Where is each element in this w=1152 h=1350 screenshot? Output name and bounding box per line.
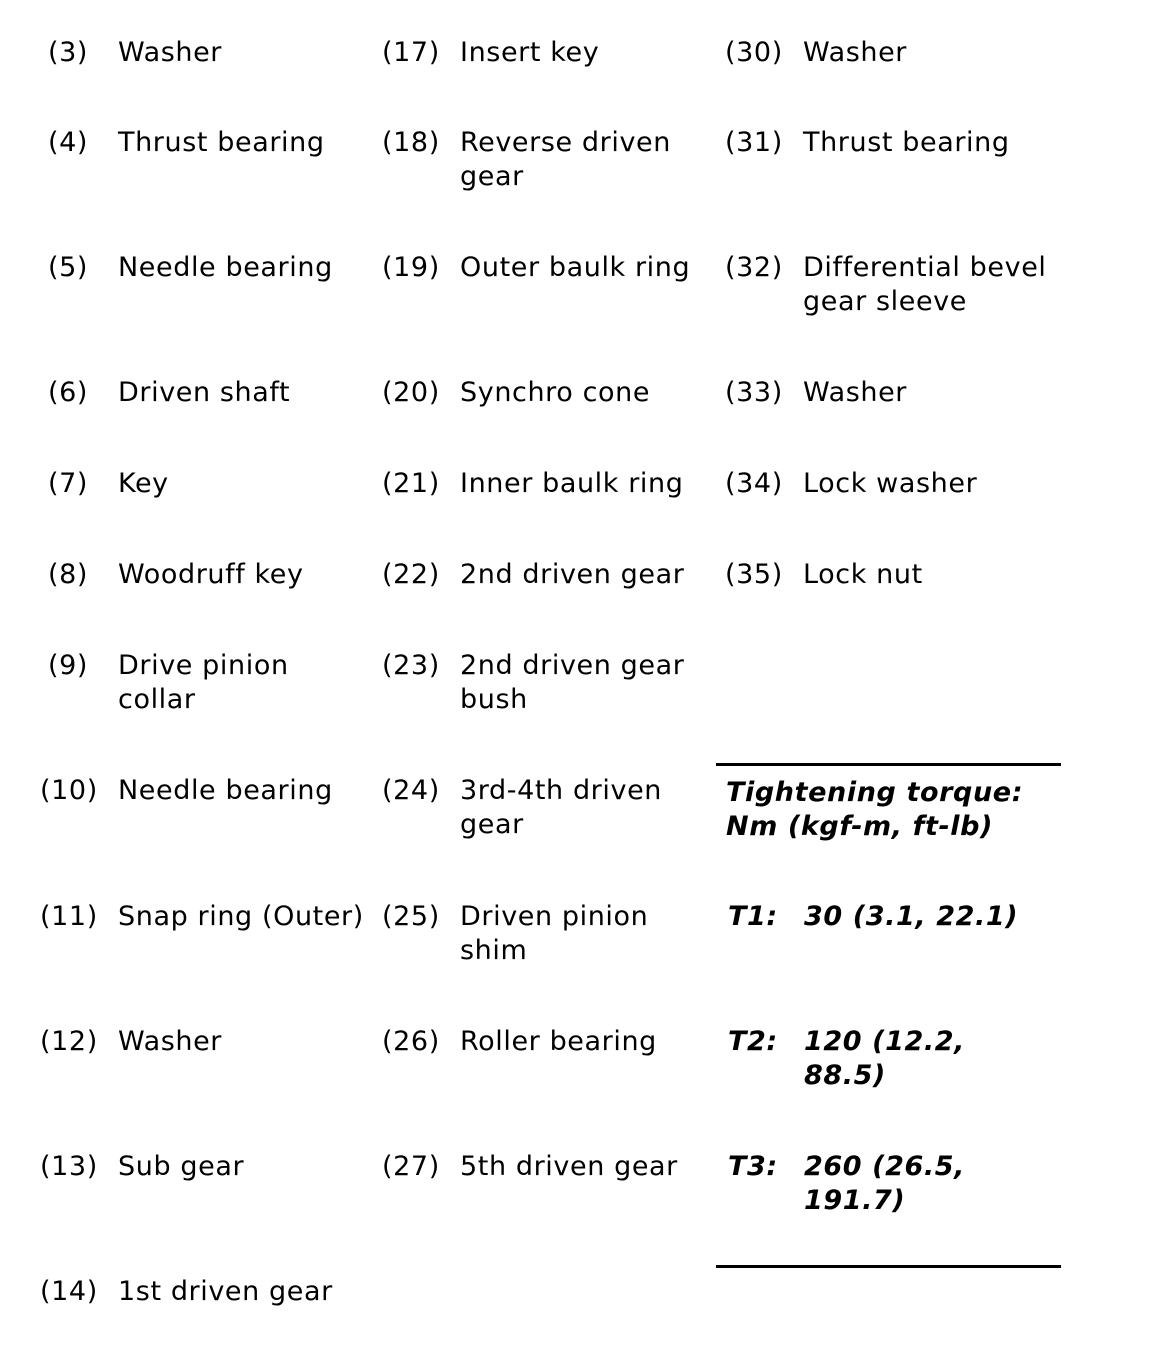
part-number: (5) xyxy=(48,252,89,283)
torque-value: 260 (26.5, 191.7) xyxy=(804,1151,965,1216)
part-number: (26) xyxy=(382,1026,440,1057)
part-name: 3rd-4th driven gear xyxy=(460,775,662,840)
part-number: (19) xyxy=(382,252,440,283)
part-name: Drive pinion collar xyxy=(118,650,289,715)
part-name: Snap ring (Outer) xyxy=(118,901,364,932)
part-name: Key xyxy=(118,468,169,499)
torque-label: T3: xyxy=(728,1151,778,1182)
torque-label: T2: xyxy=(728,1026,778,1057)
part-name: Washer xyxy=(803,377,908,408)
part-number: (3) xyxy=(48,37,89,68)
part-number: (11) xyxy=(40,901,98,932)
part-name: Needle bearing xyxy=(118,252,333,283)
torque-value: 30 (3.1, 22.1) xyxy=(804,901,1019,932)
part-number: (27) xyxy=(382,1151,440,1182)
torque-top-rule xyxy=(716,763,1061,766)
part-name: Washer xyxy=(803,37,908,68)
part-name: Driven shaft xyxy=(118,377,291,408)
part-name: Woodruff key xyxy=(118,559,304,590)
part-name: 2nd driven gear xyxy=(460,559,685,590)
part-name: 2nd driven gear bush xyxy=(460,650,685,715)
part-name: Needle bearing xyxy=(118,775,333,806)
part-number: (35) xyxy=(725,559,783,590)
part-number: (4) xyxy=(48,127,89,158)
torque-heading: Tightening torque: Nm (kgf-m, ft-lb) xyxy=(726,777,1024,842)
part-number: (14) xyxy=(40,1276,98,1307)
part-number: (9) xyxy=(48,650,89,681)
part-number: (21) xyxy=(382,468,440,499)
part-number: (18) xyxy=(382,127,440,158)
part-name: Inner baulk ring xyxy=(460,468,684,499)
part-name: Lock washer xyxy=(803,468,978,499)
part-name: Washer xyxy=(118,37,223,68)
part-number: (13) xyxy=(40,1151,98,1182)
part-name: Washer xyxy=(118,1026,223,1057)
part-number: (24) xyxy=(382,775,440,806)
part-number: (25) xyxy=(382,901,440,932)
part-name: Differential bevel gear sleeve xyxy=(803,252,1047,317)
torque-value: 120 (12.2, 88.5) xyxy=(804,1026,965,1091)
torque-label: T1: xyxy=(728,901,778,932)
part-name: Insert key xyxy=(460,37,600,68)
part-number: (31) xyxy=(725,127,783,158)
part-name: Roller bearing xyxy=(460,1026,657,1057)
part-number: (12) xyxy=(40,1026,98,1057)
part-number: (34) xyxy=(725,468,783,499)
part-number: (7) xyxy=(48,468,89,499)
part-number: (23) xyxy=(382,650,440,681)
part-number: (22) xyxy=(382,559,440,590)
part-number: (30) xyxy=(725,37,783,68)
part-name: Outer baulk ring xyxy=(460,252,691,283)
part-name: Thrust bearing xyxy=(118,127,325,158)
part-name: Synchro cone xyxy=(460,377,651,408)
part-name: Driven pinion shim xyxy=(460,901,649,966)
part-number: (32) xyxy=(725,252,783,283)
part-number: (17) xyxy=(382,37,440,68)
part-name: Sub gear xyxy=(118,1151,245,1182)
part-name: Thrust bearing xyxy=(803,127,1010,158)
part-number: (8) xyxy=(48,559,89,590)
part-number: (6) xyxy=(48,377,89,408)
part-number: (33) xyxy=(725,377,783,408)
torque-bottom-rule xyxy=(716,1265,1061,1268)
part-number: (10) xyxy=(40,775,98,806)
part-name: 5th driven gear xyxy=(460,1151,678,1182)
part-name: 1st driven gear xyxy=(118,1276,333,1307)
part-name: Reverse driven gear xyxy=(460,127,671,192)
part-number: (20) xyxy=(382,377,440,408)
part-name: Lock nut xyxy=(803,559,923,590)
